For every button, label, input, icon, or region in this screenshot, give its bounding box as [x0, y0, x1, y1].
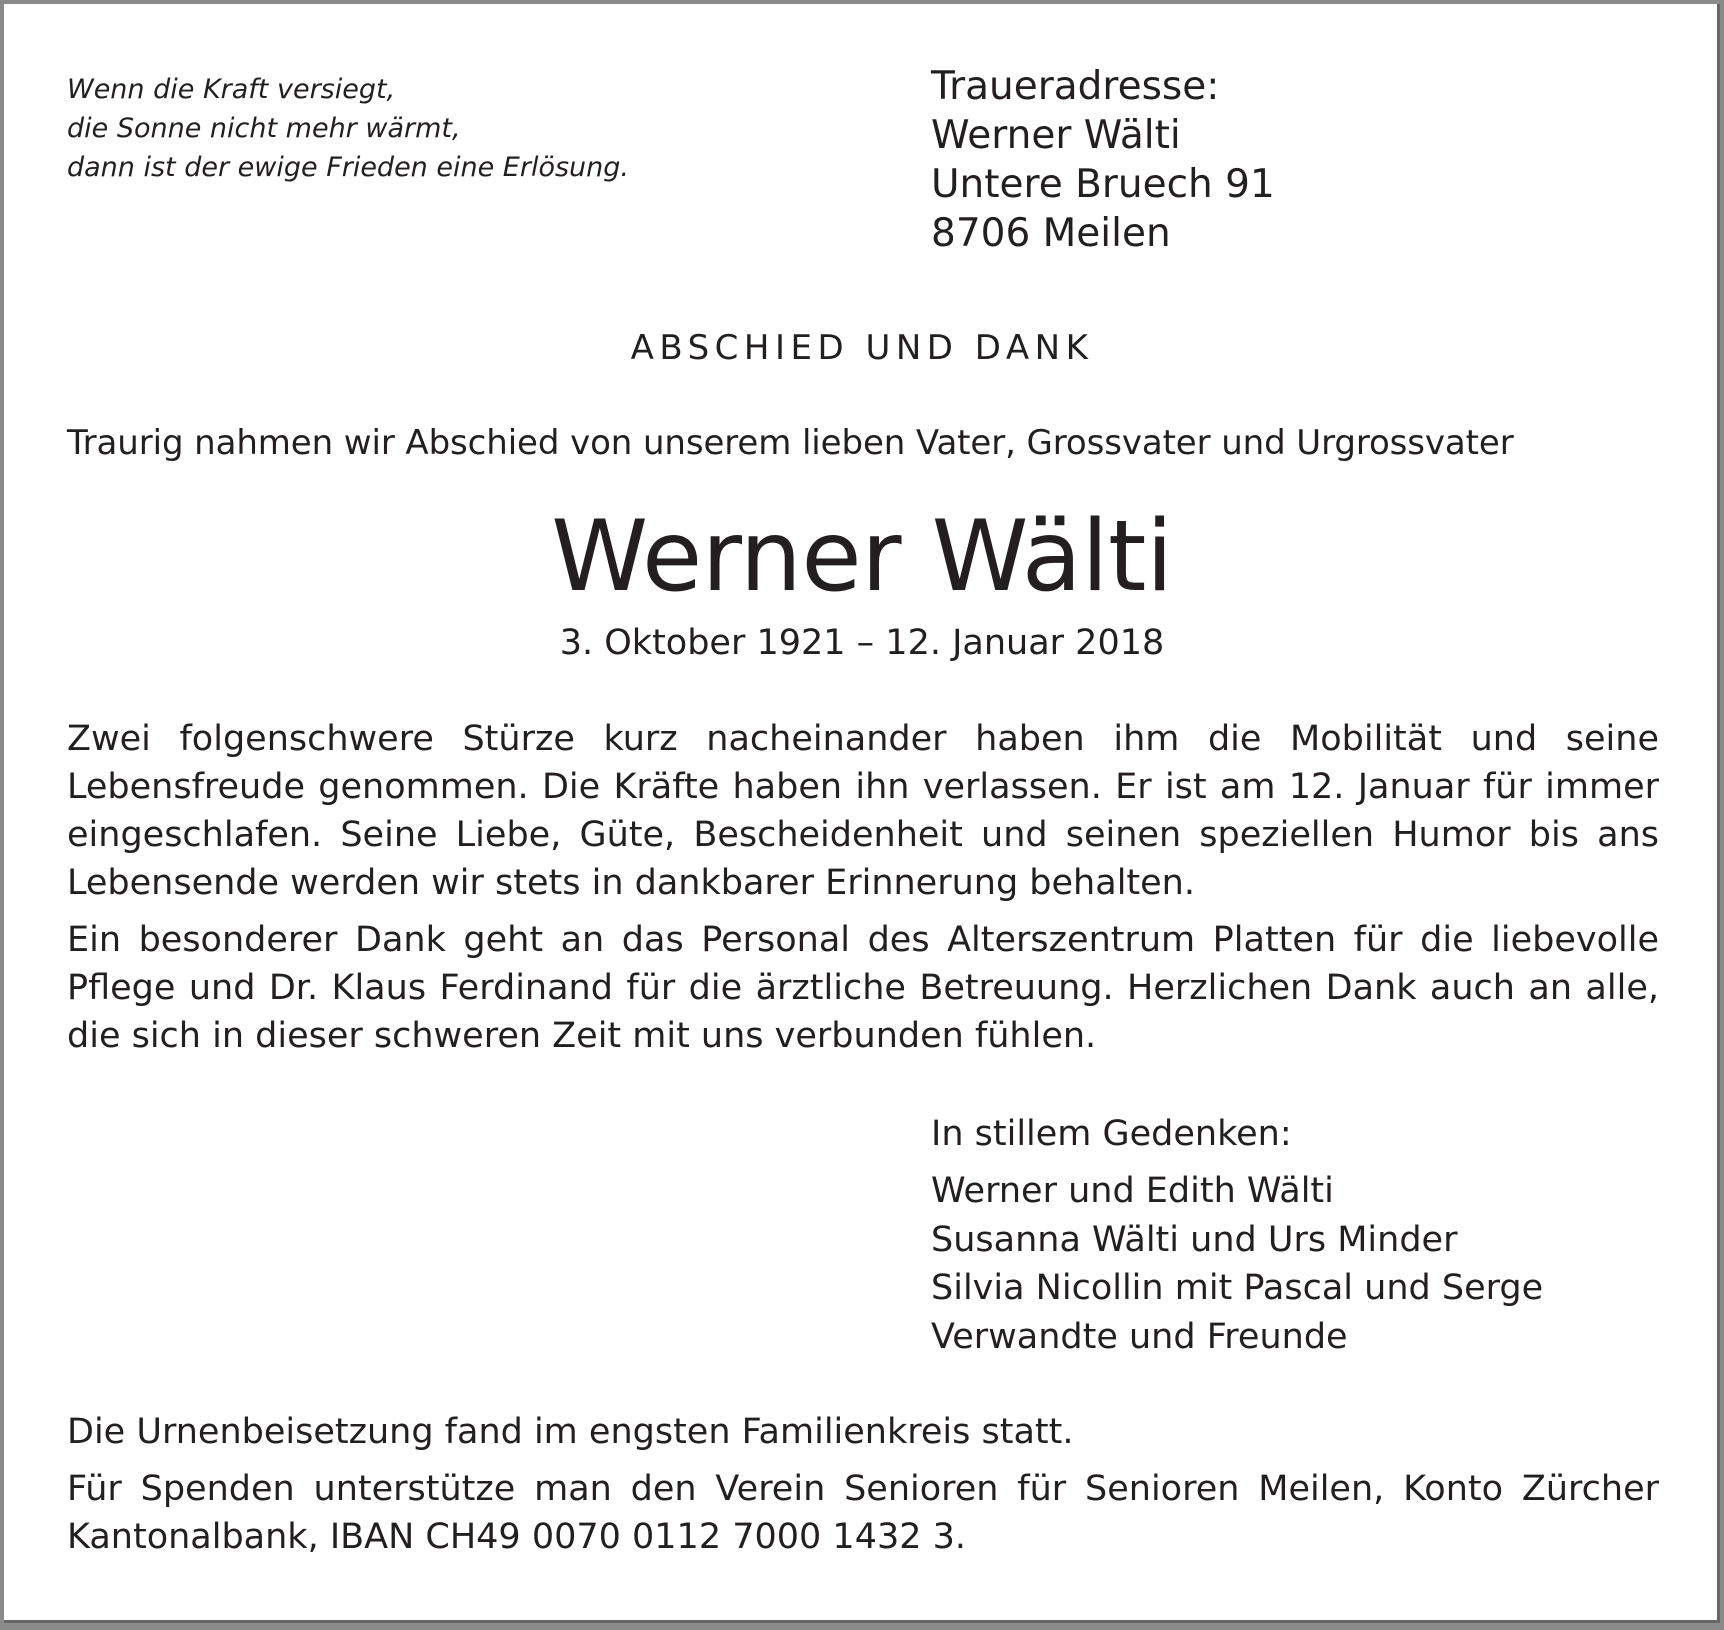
mourner-entry: Silvia Nicollin mit Pascal und Serge: [931, 1268, 1544, 1308]
quote-line: Wenn die Kraft versiegt,: [67, 74, 396, 105]
life-dates: 3. Oktober 1921 – 12. Januar 2018: [559, 623, 1165, 663]
notice-heading: ABSCHIED UND DANK: [630, 328, 1094, 368]
signoff-label: In stillem Gedenken:: [931, 1114, 1292, 1154]
quote-line: die Sonne nicht mehr wärmt,: [67, 113, 461, 144]
intro-line: Traurig nahmen wir Abschied von unserem lieben Vater, Grossvater und Urgrossvater: [67, 423, 1514, 463]
address-city: 8706 Meilen: [931, 211, 1171, 256]
obituary-notice: [4, 4, 1720, 1623]
mourning-address: [931, 62, 1275, 258]
quote-line: dann ist der ewige Frieden eine Erlösung.: [67, 152, 629, 183]
burial-note: Die Urnenbeisetzung fand im engsten Familienkreis statt.: [67, 1412, 1074, 1452]
mourner-entry: Verwandte und Freunde: [931, 1316, 1348, 1357]
thanks-paragraph: Ein besonderer Dank geht an das Personal des Alterszentrum Platten für die liebevolle Pflege und Dr. Klaus Ferdinand für die ärztliche Betreuung. Herzlichen Dank auch an alle, die sich in dieser schweren Zeit mit uns verbunden fühlen.: [67, 920, 1659, 1056]
tribute-paragraph: Zwei folgenschwere Stürze kurz nacheinander haben ihm die Mobilität und seine Lebensfreude genommen. Die Kräfte haben ihn verlassen. Er ist am 12. Januar für immer eingeschlafen. Seine Liebe, Güte, Bescheidenheit und seinen speziellen Humor bis ans Lebensende werden wir stets in dankbarer Erinnerung behalten.: [67, 719, 1659, 903]
address-name: Werner Wälti: [931, 113, 1181, 158]
mourner-entry: Susanna Wälti und Urs Minder: [931, 1219, 1458, 1260]
memorial-quote: [67, 70, 629, 187]
address-label: Traueradresse:: [931, 64, 1220, 109]
deceased-name: Werner Wälti: [551, 500, 1173, 614]
mourner-entry: Werner und Edith Wälti: [931, 1171, 1334, 1211]
mourners-list: [931, 1167, 1543, 1361]
donation-note: Für Spenden unterstütze man den Verein Senioren für Senioren Meilen, Konto Zürcher Kantonalbank, IBAN CH49 0070 0112 7000 1432 3.: [67, 1469, 1659, 1557]
address-street: Untere Bruech 91: [931, 162, 1275, 207]
